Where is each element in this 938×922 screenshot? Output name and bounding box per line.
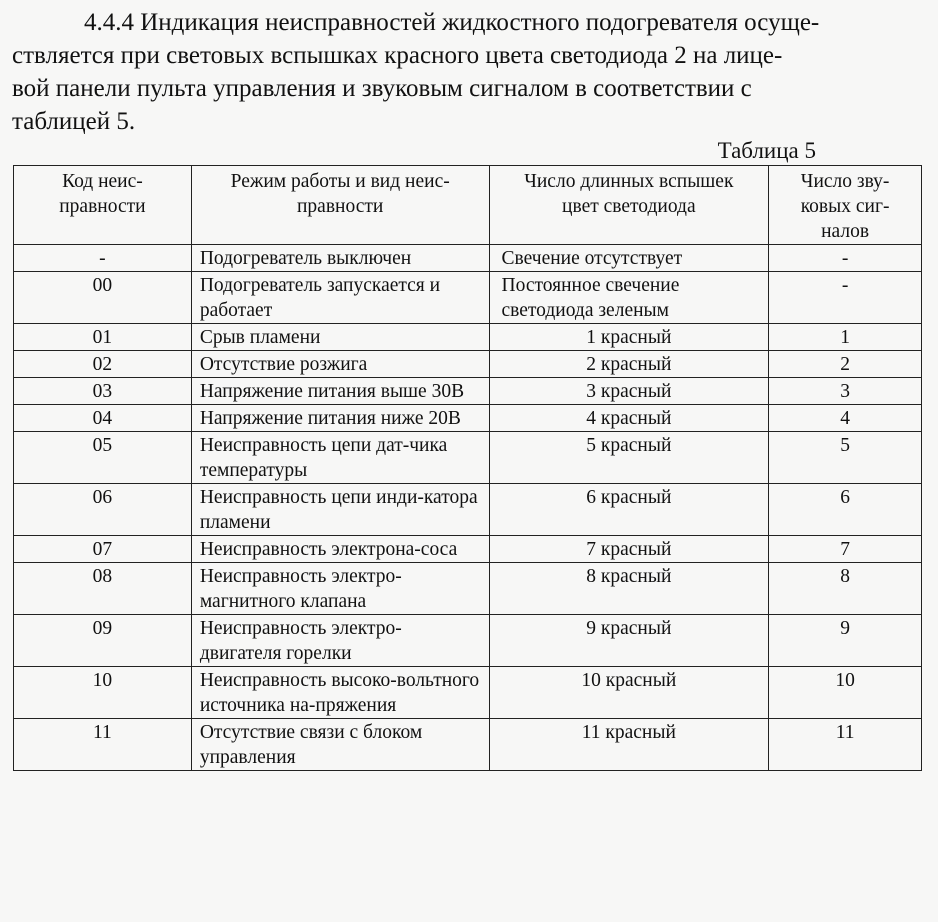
- cell-sounds: 8: [769, 563, 922, 615]
- table-row: [14, 536, 922, 563]
- cell-sounds: -: [769, 272, 922, 324]
- cell-flashes: 4 красный: [489, 405, 769, 432]
- table-row: [14, 405, 922, 432]
- cell-flashes: 10 красный: [489, 667, 769, 719]
- table-row: [14, 378, 922, 405]
- table-row: [14, 351, 922, 378]
- cell-code: 08: [14, 563, 192, 615]
- cell-mode: Отсутствие связи с блоком управления: [191, 719, 489, 771]
- cell-flashes: 11 красный: [489, 719, 769, 771]
- cell-code: 02: [14, 351, 192, 378]
- table-row: [14, 667, 922, 719]
- table-row: [14, 272, 922, 324]
- cell-code: 03: [14, 378, 192, 405]
- cell-flashes: 5 красный: [489, 432, 769, 484]
- cell-code: 10: [14, 667, 192, 719]
- header-mode: Режим работы и вид неис- правности: [191, 166, 489, 245]
- cell-flashes: 9 красный: [489, 615, 769, 667]
- cell-mode: Срыв пламени: [191, 324, 489, 351]
- cell-flashes: Свечение отсутствует: [489, 245, 769, 272]
- cell-code: 11: [14, 719, 192, 771]
- cell-mode: Подогреватель запускается и работает: [191, 272, 489, 324]
- cell-mode: Отсутствие розжига: [191, 351, 489, 378]
- cell-sounds: 9: [769, 615, 922, 667]
- table-row: [14, 615, 922, 667]
- cell-sounds: 5: [769, 432, 922, 484]
- cell-sounds: 10: [769, 667, 922, 719]
- cell-code: -: [14, 245, 192, 272]
- paragraph-line: ствляется при световых вспышках красного цвета светодиода 2 на лице-: [12, 42, 783, 69]
- cell-flashes: 3 красный: [489, 378, 769, 405]
- cell-flashes: 8 красный: [489, 563, 769, 615]
- cell-code: 09: [14, 615, 192, 667]
- cell-sounds: 3: [769, 378, 922, 405]
- cell-sounds: -: [769, 245, 922, 272]
- table-row: [14, 432, 922, 484]
- cell-code: 04: [14, 405, 192, 432]
- table-row: [14, 484, 922, 536]
- header-flashes: Число длинных вспышек цвет светодиода: [489, 166, 769, 245]
- table-caption: Таблица 5: [717, 138, 816, 163]
- table-row: [14, 324, 922, 351]
- cell-sounds: 1: [769, 324, 922, 351]
- cell-code: 01: [14, 324, 192, 351]
- cell-code: 05: [14, 432, 192, 484]
- table-row: [14, 719, 922, 771]
- header-fault-code: Код неис- правности: [14, 166, 192, 245]
- table-row: [14, 563, 922, 615]
- cell-sounds: 4: [769, 405, 922, 432]
- paragraph-line: вой панели пульта управления и звуковым сигналом в соответствии с: [12, 75, 752, 102]
- cell-code: 07: [14, 536, 192, 563]
- cell-code: 06: [14, 484, 192, 536]
- cell-sounds: 2: [769, 351, 922, 378]
- cell-sounds: 11: [769, 719, 922, 771]
- cell-mode: Неисправность высоко-вольтного источника на-пряжения: [191, 667, 489, 719]
- cell-mode: Напряжение питания ниже 20В: [191, 405, 489, 432]
- section-paragraph: [12, 6, 924, 138]
- cell-flashes: 6 красный: [489, 484, 769, 536]
- header-sounds: Число зву- ковых сиг- налов: [769, 166, 922, 245]
- table-body: [14, 245, 922, 771]
- cell-mode: Неисправность цепи инди-катора пламени: [191, 484, 489, 536]
- cell-sounds: 7: [769, 536, 922, 563]
- paragraph-line: таблицей 5.: [12, 108, 136, 135]
- table-row: [14, 245, 922, 272]
- cell-flashes: 7 красный: [489, 536, 769, 563]
- paragraph-line: 4.4.4 Индикация неисправностей жидкостного подогревателя осуще-: [84, 9, 820, 36]
- cell-code: 00: [14, 272, 192, 324]
- fault-indication-table: [13, 165, 922, 771]
- cell-mode: Неисправность электро-двигателя горелки: [191, 615, 489, 667]
- cell-sounds: 6: [769, 484, 922, 536]
- cell-mode: Напряжение питания выше 30В: [191, 378, 489, 405]
- table-header-row: [14, 166, 922, 245]
- cell-flashes: 2 красный: [489, 351, 769, 378]
- cell-mode: Подогреватель выключен: [191, 245, 489, 272]
- cell-mode: Неисправность электрона-соса: [191, 536, 489, 563]
- cell-mode: Неисправность электро-магнитного клапана: [191, 563, 489, 615]
- cell-mode: Неисправность цепи дат-чика температуры: [191, 432, 489, 484]
- cell-flashes: 1 красный: [489, 324, 769, 351]
- cell-flashes: Постоянное свечение светодиода зеленым: [489, 272, 769, 324]
